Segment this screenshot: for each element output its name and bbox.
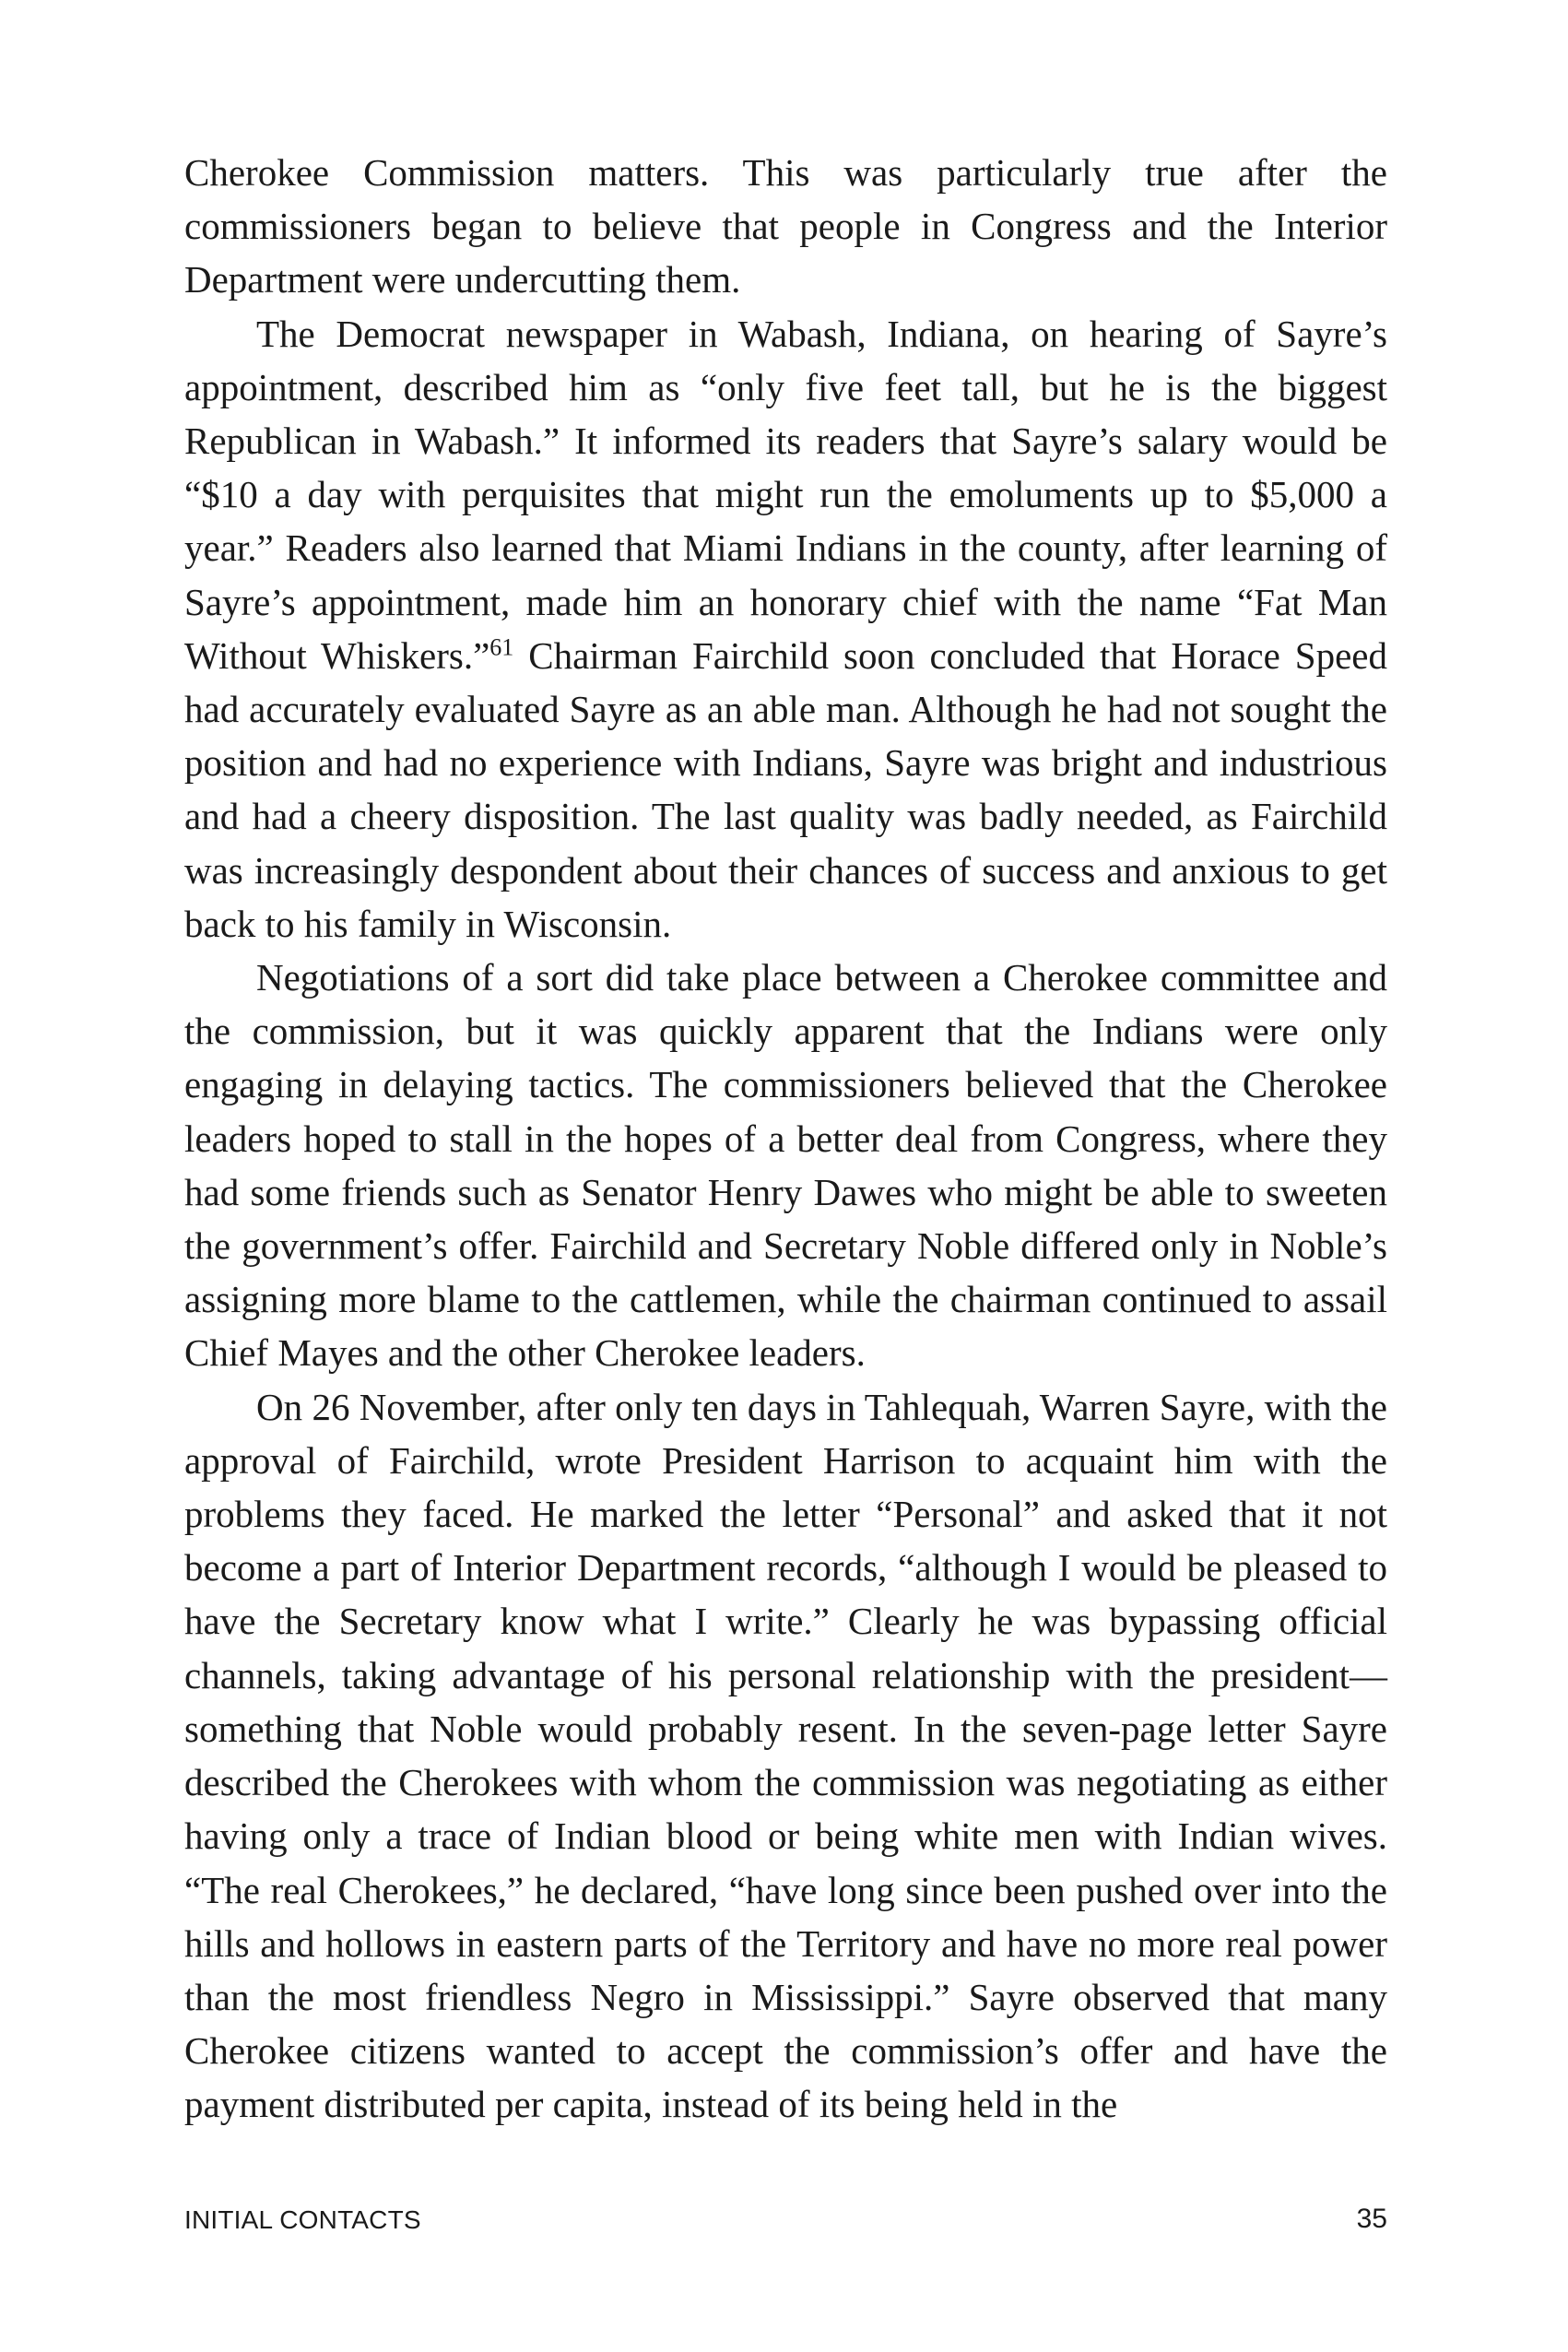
paragraph-2 [184, 307, 1387, 951]
body-text [184, 146, 1387, 2132]
paragraph-4: On 26 November, after only ten days in Tahlequah, Warren Sayre, with the approval of Fairchild, wrote President Harrison to acquaint him with the problems they faced. He marked the letter “Personal” and asked that it not become a part of Interior Department records, “although I would be pleased to have the Secretary know what I write.” Clearly he was bypassing official channels, taking advantage of his personal relationship with the president—something that Noble would probably resent. In the seven-page letter Sayre described the Cherokees with whom the commission was negotiating as either having only a trace of Indian blood or being white men with Indian wives. “The real Cherokees,” he declared, “have long since been pushed over into the hills and hollows in eastern parts of the Territory and have no more real power than the most friendless Negro in Mississippi.” Sayre observed that many Cherokee citizens wanted to accept the commission’s offer and have the payment distributed per capita, instead of its being held in the [184, 1385, 1387, 2126]
footnote-marker-61: 61 [489, 633, 514, 661]
paragraph-2-text-b: Chairman Fairchild soon concluded that Horace Speed had accurately evaluated Sayre as an able man. Although he had not sought the position and had no experience with Indians, Sayre was bright and industrious and had a cheery disposition. The last quality was badly needed, as Fairchild was increasingly despondent about their chances of success and anxious to get back to his family in Wisconsin. [184, 633, 1387, 945]
paragraph-3: Negotiations of a sort did take place between a Cherokee committee and the commission, but it was quickly apparent that the Indians were only engaging in delaying tactics. The commissioners believed that the Cherokee leaders hoped to stall in the hopes of a better deal from Congress, where they had some friends such as Senator Henry Dawes who might be able to sweeten the government’s offer. Fairchild and Secretary Noble differed only in Noble’s assigning more blame to the cattlemen, while the chairman continued to assail Chief Mayes and the other Cherokee leaders. [184, 956, 1387, 1375]
running-head: INITIAL CONTACTS [184, 2205, 421, 2234]
page-number: 35 [1356, 2204, 1387, 2234]
paragraph-2-text-a: The Democrat newspaper in Wabash, Indiana, on hearing of Sayre’s appointment, described him as “only five feet tall, but he is the biggest Republican in Wabash.” It informed its readers that Sayre’s salary would be “$10 a day with perquisites that might run the emoluments up to $5,000 a year.” Readers also learned that Miami Indians in the county, after learning of Sayre’s appointment, made him an honorary chief with the name “Fat Man Without Whiskers.” [184, 312, 1387, 677]
paragraph-1: Cherokee Commission matters. This was particularly true after the commissioners began to believe that people in Congress and the Interior Department were undercutting them. [184, 151, 1387, 301]
